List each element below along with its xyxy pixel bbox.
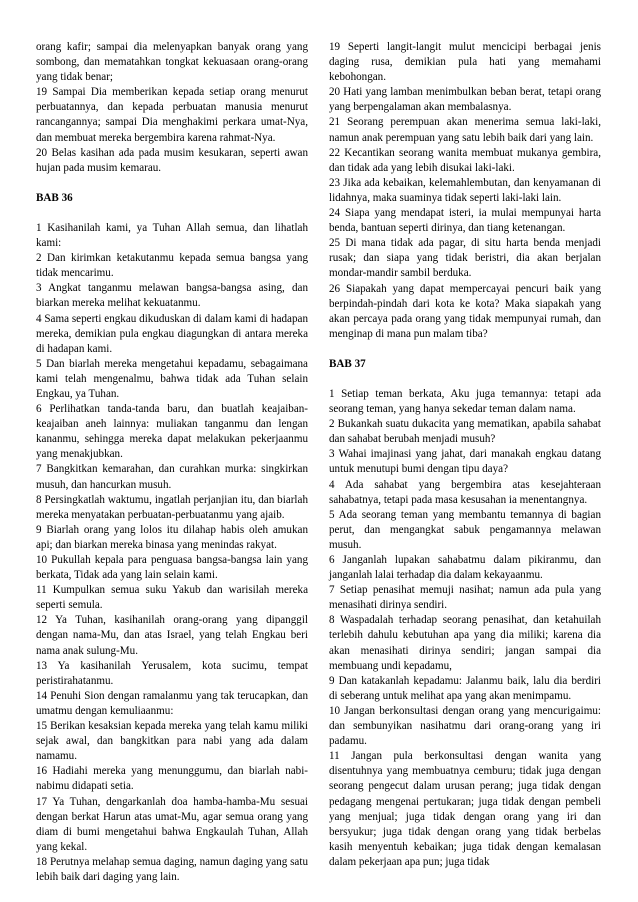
verse-paragraph: 20 Hati yang lamban menimbulkan beban berat, tetapi orang yang berpengalaman akan membalasnya. bbox=[329, 86, 601, 114]
verse-paragraph: 11 Kumpulkan semua suku Yakub dan warisilah mereka seperti semula. bbox=[36, 584, 308, 612]
verse-paragraph: 4 Sama seperti engkau dikuduskan di dalam kami di hadapan mereka, demikian pula engkau diagungkan di antara mereka di hadapan kami. bbox=[36, 312, 308, 355]
verse-paragraph: 13 Ya kasihanilah Yerusalem, kota sucimu, tempat peristirahatanmu. bbox=[36, 659, 308, 687]
verse-paragraph: 9 Biarlah orang yang lolos itu dilahap habis oleh amukan api; dan biarkan mereka binasa yang menindas rakyat. bbox=[36, 523, 308, 551]
verse-paragraph: 4 Ada sahabat yang bergembira atas kesejahteraan sahabatnya, tetapi pada masa kesusahan ia menentangnya. bbox=[329, 478, 601, 506]
verse-paragraph: 2 Dan kirimkan ketakutanmu kepada semua bangsa yang tidak mencarimu. bbox=[36, 252, 308, 280]
verse-paragraph: 24 Siapa yang mendapat isteri, ia mulai mempunyai harta benda, bantuan seperti dirinya, dan tiang ketenangan. bbox=[329, 207, 601, 235]
verse-paragraph: orang kafir; sampai dia melenyapkan banyak orang yang sombong, dan mematahkan tongkat kekuasaan orang-orang yang tidak benar; bbox=[36, 41, 308, 84]
left-intro-verses bbox=[36, 40, 308, 176]
verse-paragraph: 12 Ya Tuhan, kasihanilah orang-orang yang dipanggil dengan nama-Mu, dan atas Israel, yang telah Engkau beri nama anak sulung-Mu. bbox=[36, 614, 308, 657]
verse-paragraph: 6 Janganlah lupakan sahabatmu dalam pikiranmu, dan janganlah lalai terhadap dia dalam kekayaanmu. bbox=[329, 554, 601, 582]
verse-paragraph: 3 Angkat tanganmu melawan bangsa-bangsa asing, dan biarkan mereka melihat kekuatanmu. bbox=[36, 282, 308, 310]
verse-paragraph: 2 Bukankah suatu dukacita yang mematikan, apabila sahabat dan sahabat berubah menjadi musuh? bbox=[329, 418, 601, 446]
verse-paragraph: 14 Penuhi Sion dengan ramalanmu yang tak terucapkan, dan umatmu dengan kemuliaanmu: bbox=[36, 689, 308, 717]
right-intro-verses bbox=[329, 40, 601, 342]
verse-paragraph: 21 Seorang perempuan akan menerima semua laki-laki, namun anak perempuan yang satu lebih baik dari yang lain. bbox=[329, 116, 601, 144]
verse-paragraph: 1 Setiap teman berkata, Aku juga temannya: tetapi ada seorang teman, yang hanya sekedar teman dalam nama. bbox=[329, 387, 601, 416]
verse-paragraph: 20 Belas kasihan ada pada musim kesukaran, seperti awan hujan pada musim kemarau. bbox=[36, 146, 308, 174]
verse-paragraph: 26 Siapakah yang dapat mempercayai pencuri baik yang berpindah-pindah dari kota ke kota? Maka siapakah yang akan percaya pada orang yang tidak mempunyai rumah, dan menginap di mana pun malam tiba? bbox=[329, 282, 601, 340]
verse-paragraph: 6 Perlihatkan tanda-tanda baru, dan buatlah keajaiban-keajaiban aneh lainnya: muliakan tanganmu dan lengan kananmu, sehingga mereka dapat melakukan pekerjaanmu yang menakjubkan. bbox=[36, 403, 308, 461]
verse-paragraph: 18 Perutnya melahap semua daging, namun daging yang satu lebih baik dari daging yang lain. bbox=[36, 855, 308, 883]
left-column bbox=[36, 40, 308, 902]
verse-paragraph: 23 Jika ada kebaikan, kelemahlembutan, dan kenyamanan di lidahnya, maka suaminya tidak seperti laki-laki lain. bbox=[329, 176, 601, 204]
chapter-heading-37: BAB 37 bbox=[329, 357, 366, 370]
verse-paragraph: 22 Kecantikan seorang wanita membuat mukanya gembira, dan tidak ada yang lebih disukai laki-laki. bbox=[329, 146, 601, 174]
verse-paragraph: 11 Jangan pula berkonsultasi dengan wanita yang disentuhnya yang membuatnya cemburu; tidak juga dengan seorang pengecut dalam urusan perang; juga tidak dengan pedagang mengenai pertukaran; juga tidak dengan pembeli yang menjual; juga tidak dengan orang yang iri dan bersyukur; juga tidak dengan orang yang tidak berbelas kasih menyentuh kebaikan; juga tidak dengan kemalasan dalam pekerjaan apa pun; juga tidak bbox=[329, 750, 601, 868]
verse-paragraph: 7 Setiap penasihat memuji nasihat; namun ada pula yang menasihati dirinya sendiri. bbox=[329, 584, 601, 612]
verse-paragraph: 15 Berikan kesaksian kepada mereka yang telah kamu miliki sejak awal, dan bangkitkan para nabi yang ada dalam namamu. bbox=[36, 720, 308, 763]
verse-paragraph: 17 Ya Tuhan, dengarkanlah doa hamba-hamba-Mu sesuai dengan berkat Harun atas umat-Mu, agar semua orang yang diam di bumi mengetahui bahwa Engkaulah Tuhan, Allah yang kekal. bbox=[36, 795, 308, 853]
right-column bbox=[329, 40, 601, 902]
verse-paragraph: 16 Hadiahi mereka yang menunggumu, dan biarlah nabi-nabimu didapati setia. bbox=[36, 765, 308, 793]
verse-paragraph: 8 Waspadalah terhadap seorang penasihat, dan ketahuilah terlebih dahulu kebutuhan apa yang dia miliki; karena dia akan menasihati dirinya sendiri; jangan sampai dia membuang undi kepadamu, bbox=[329, 614, 601, 672]
verse-paragraph: 3 Wahai imajinasi yang jahat, dari manakah engkau datang untuk menutupi bumi dengan tipu daya? bbox=[329, 448, 601, 476]
verse-paragraph: 8 Persingkatlah waktumu, ingatlah perjanjian itu, dan biarlah mereka menyatakan perbuatan-perbuatanmu yang ajaib. bbox=[36, 493, 308, 521]
verse-paragraph: 25 Di mana tidak ada pagar, di situ harta benda menjadi rusak; dan siapa yang tidak beristri, dia akan berjalan mondar-mandir sambil berduka. bbox=[329, 237, 601, 280]
verse-paragraph: 19 Sampai Dia memberikan kepada setiap orang menurut perbuatannya, dan kepada perbuatan manusia menurut rancangannya; sampai Dia menghakimi perkara umat-Nya, dan membuat mereka bergembira karena rahmat-Nya. bbox=[36, 86, 308, 144]
verse-paragraph: 7 Bangkitkan kemarahan, dan curahkan murka: singkirkan musuh, dan hancurkan musuh. bbox=[36, 463, 308, 491]
verse-paragraph: 5 Ada seorang teman yang membantu temannya di bagian perut, dan mengangkat sabuk pengamannya melawan musuh. bbox=[329, 508, 601, 551]
right-chapter-verses bbox=[329, 387, 601, 870]
verse-paragraph: 10 Jangan berkonsultasi dengan orang yang mencurigaimu: dan sembunyikan nasihatmu dari orang-orang yang iri padamu. bbox=[329, 704, 601, 748]
verse-paragraph: 10 Pukullah kepala para penguasa bangsa-bangsa lain yang berkata, Tidak ada yang lain selain kami. bbox=[36, 554, 308, 582]
chapter-heading-36: BAB 36 bbox=[36, 191, 73, 204]
verse-paragraph: 5 Dan biarlah mereka mengetahui kepadamu, sebagaimana kami telah mengenalmu, bahwa tidak ada Tuhan selain Engkau, ya Tuhan. bbox=[36, 357, 308, 400]
verse-paragraph: 9 Dan katakanlah kepadamu: Jalanmu baik, lalu dia berdiri di seberang untuk melihat apa yang akan menimpamu. bbox=[329, 674, 601, 702]
verse-paragraph: 1 Kasihanilah kami, ya Tuhan Allah semua, dan lihatlah kami: bbox=[36, 221, 308, 250]
verse-paragraph: 19 Seperti langit-langit mulut mencicipi berbagai jenis daging rusa, demikian pula hati yang memahami kebohongan. bbox=[329, 41, 601, 84]
left-chapter-verses bbox=[36, 221, 308, 885]
